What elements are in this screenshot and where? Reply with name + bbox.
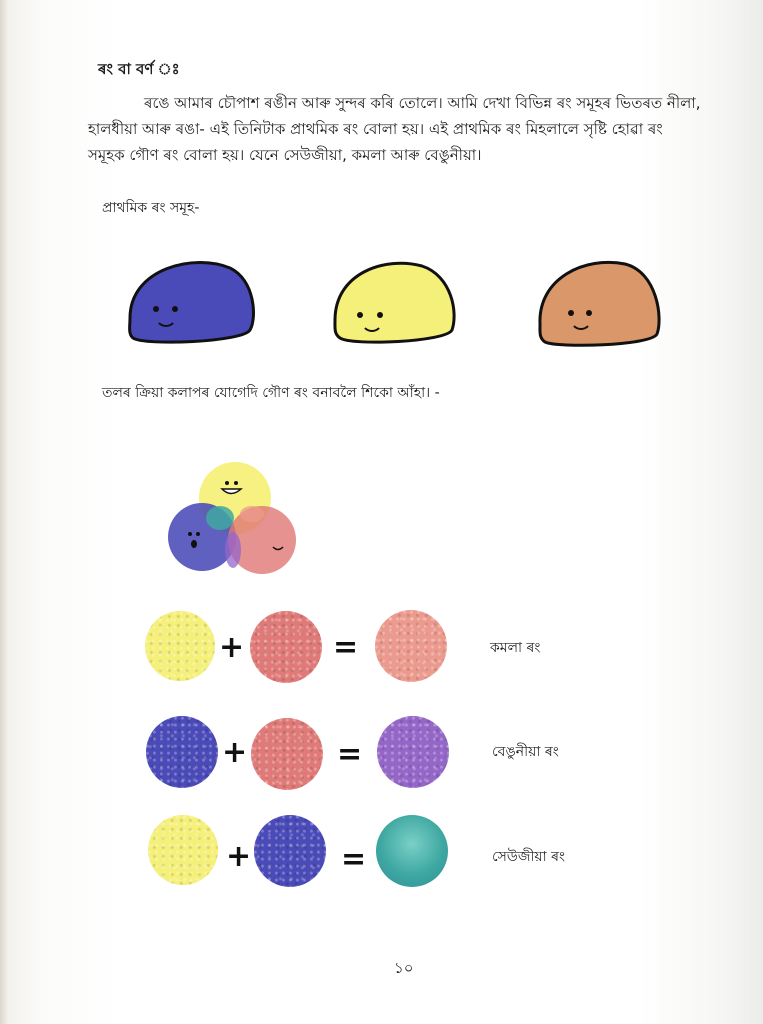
eq2-equals-sign: = bbox=[337, 737, 363, 772]
eq2-result-circle bbox=[377, 716, 449, 788]
page-number: ১০ bbox=[394, 959, 414, 977]
primary-colors-venn bbox=[165, 460, 300, 580]
orange-blob-shape bbox=[535, 258, 665, 350]
eq3-right-circle bbox=[254, 815, 326, 887]
primary-colors-label: প্ৰাথমিক ৰং সমূহ- bbox=[102, 200, 200, 216]
eq1-left-circle bbox=[145, 611, 215, 681]
blue-blob-right-eye bbox=[172, 306, 178, 312]
eq3-equals-sign: = bbox=[341, 842, 367, 877]
eq2-result-label: বেঙুনীয়া ৰং bbox=[492, 744, 559, 760]
eq1-result-label: কমলা ৰং bbox=[490, 640, 541, 656]
blue-blob-shape bbox=[125, 258, 260, 348]
venn-orange-overlap bbox=[240, 506, 264, 522]
eq3-result-label: সেউজীয়া ৰং bbox=[492, 849, 566, 865]
orange-blob-character bbox=[535, 258, 665, 350]
orange-blob-left-eye bbox=[568, 310, 574, 316]
eq2-plus-sign: + bbox=[222, 735, 248, 770]
eq1-equals-sign: = bbox=[333, 630, 359, 665]
blue-blob-left-eye bbox=[153, 306, 159, 312]
blue-blob-character bbox=[125, 258, 260, 348]
yellow-blob-left-eye bbox=[357, 312, 363, 318]
venn-purple-overlap bbox=[225, 532, 241, 568]
yellow-blob-right-eye bbox=[377, 312, 383, 318]
section-heading: ৰং বা বৰ্ণ ঃ bbox=[98, 60, 180, 78]
eq3-result-circle bbox=[376, 815, 448, 887]
venn-green-overlap bbox=[206, 506, 234, 530]
eq1-result-circle bbox=[375, 610, 447, 682]
eq3-left-circle bbox=[148, 815, 218, 885]
eq2-left-circle bbox=[146, 716, 218, 788]
yellow-blob-character bbox=[330, 258, 460, 348]
eq2-right-circle bbox=[251, 718, 323, 790]
yellow-blob-shape bbox=[330, 258, 460, 348]
intro-paragraph: ৰঙে আমাৰ চৌপাশ ৰঙীন আৰু সুন্দৰ কৰি তোলে। আমি দেখা বিভিন্ন ৰং সমূহৰ ভিতৰত নীলা, হালধীয়া আৰু ৰঙা- এই তিনিটাক প্ৰাথমিক ৰং বোলা হয়। এই প্ৰাথমিক ৰং মিহলালে সৃষ্টি হোৱা ৰং সমূহক গৌণ ৰং বোলা হয়। যেনে সেউজীয়া, কমলা আৰু বেঙুনীয়া। bbox=[88, 94, 701, 164]
eq3-plus-sign: + bbox=[226, 839, 252, 874]
activity-instruction: তলৰ ক্ৰিয়া কলাপৰ যোগেদি গৌণ ৰং বনাবলৈ শিকো আঁহা। - bbox=[102, 385, 440, 401]
venn-diagram bbox=[165, 460, 300, 580]
eq1-plus-sign: + bbox=[219, 630, 245, 665]
eq1-right-circle bbox=[250, 611, 322, 683]
orange-blob-right-eye bbox=[586, 310, 592, 316]
